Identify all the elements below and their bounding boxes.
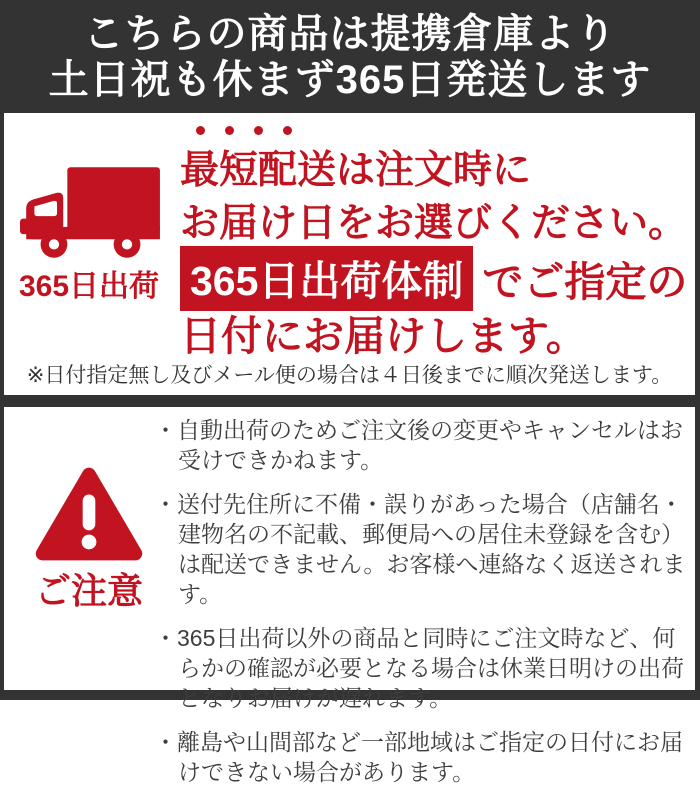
banner-line-2: 土日祝も休まず365日発送します (48, 57, 652, 102)
truck-icon (20, 165, 162, 265)
banner-line-1: こちらの商品は提携倉庫より (83, 11, 617, 56)
emphasis-dots (196, 126, 292, 135)
caution-panel (4, 407, 695, 785)
shipping-footnote: ※日付指定無し及びメール便の場合は４日後までに順次発送します。 (26, 364, 673, 387)
emphasis-dot (225, 126, 234, 135)
highlight-box: 365日出荷体制 (180, 246, 473, 311)
after-highlight-text: でご指定の (482, 259, 688, 305)
shipping-heading-line3 (180, 246, 687, 311)
caution-item: ・ 自動出荷のためご注文後の変更やキャンセルはお受けできかねます。 (154, 415, 686, 475)
shipping-heading-line4: 日付にお届けします。 (180, 313, 587, 359)
caution-list (154, 415, 686, 801)
emphasis-dot (254, 126, 263, 135)
truck-label: 365日出荷 (18, 270, 160, 303)
warning-triangle-icon (34, 465, 144, 567)
caution-item: ・ 365日出荷以外の商品と同時にご注文時など、何らかの確認が必要となる場合は休業日明けの出荷となりお届けが遅れます。 (154, 623, 686, 713)
caution-label: ご注意 (34, 570, 143, 611)
caution-item: ・ 送付先住所に不備・誤りがあった場合（店舗名・建物名の不記載、郵便局への居住未登録を含む）は配送できません。お客様へ連絡なく返送されます。 (154, 489, 686, 609)
shipping-heading-line2: お届け日をお選びください。 (180, 202, 688, 245)
shipping-heading-line1: 最短配送は注文時に (180, 149, 532, 192)
caution-item: ・ 離島や山間部など一部地域はご指定の日付にお届けできない場合があります。 (154, 727, 686, 787)
emphasis-dot (283, 126, 292, 135)
emphasis-dot (196, 126, 205, 135)
shipping-panel (4, 113, 695, 395)
top-banner (0, 0, 700, 113)
